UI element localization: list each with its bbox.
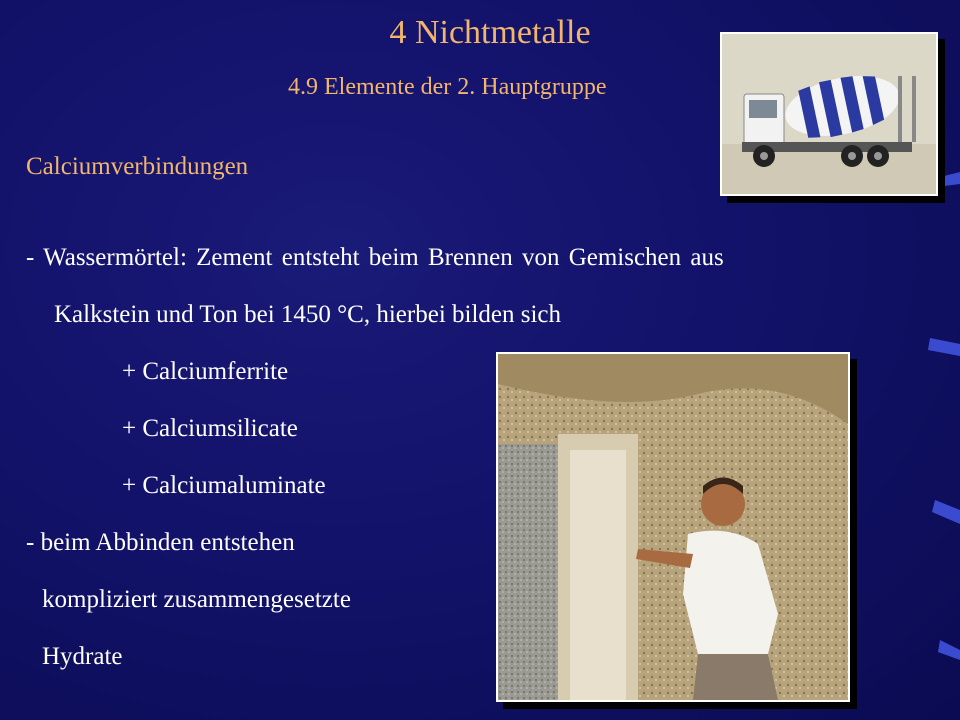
body-line-7: kompliziert zusammengesetzte [42, 586, 351, 613]
section-heading: Calciumverbindungen [26, 153, 249, 180]
body-line-5: + Calciumaluminate [122, 472, 326, 499]
truck-photo [720, 32, 938, 196]
body-line-6: - beim Abbinden entstehen [26, 529, 295, 556]
body-line-8: Hydrate [42, 643, 123, 670]
body-line-4: + Calciumsilicate [122, 415, 298, 442]
wall-photo [496, 352, 850, 702]
body-line-1: - Wassermörtel: Zement entsteht beim Brennen von Gemischen aus [26, 244, 724, 271]
body-line-2: Kalkstein und Ton bei 1450 °C, hierbei bilden sich [54, 301, 562, 328]
slide-title: 4 Nichtmetalle [389, 14, 591, 51]
slide-subtitle: 4.9 Elemente der 2. Hauptgruppe [288, 74, 607, 100]
body-line-3: + Calciumferrite [122, 358, 289, 385]
